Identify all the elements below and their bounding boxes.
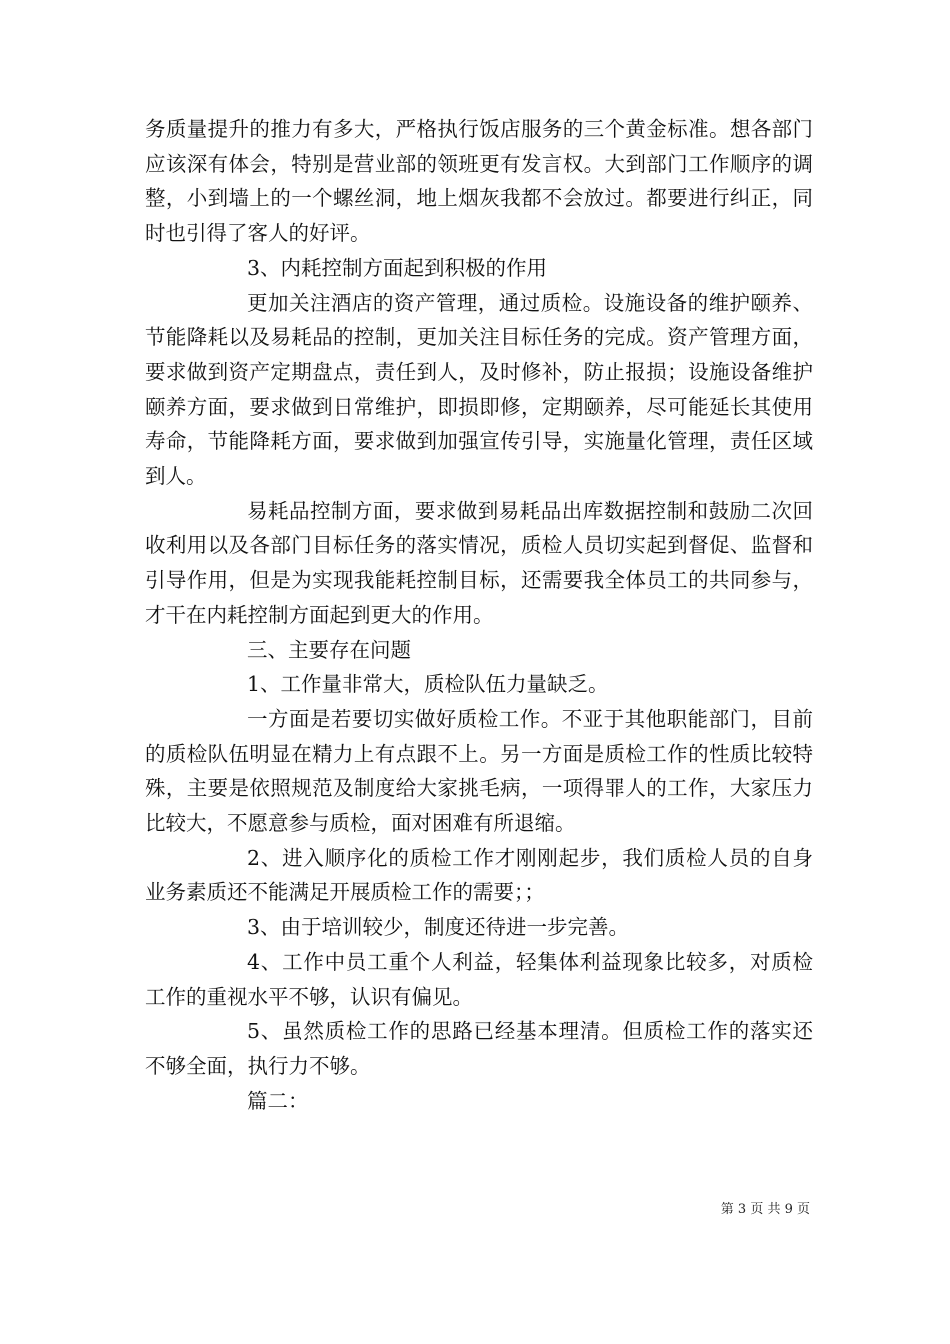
problem-item-3: 3、由于培训较少，制度还待进一步完善。 (247, 915, 630, 940)
paragraph-problem-1-detail: 一方面是若要切实做好质检工作。不亚于其他职能部门，目前的质检队伍明显在精力上有点跟不上。另一方面是质检工作的性质比较特殊，主要是依照规范及制度给大家挑毛病，一项得罪人的工作，大家压力比较大，不愿意参与质检，面对困难有所退缩。 (145, 706, 813, 836)
paragraph-asset-management: 更加关注酒店的资产管理，通过质检。设施设备的维护颐养、节能降耗以及易耗品的控制，更加关注目标任务的完成。资产管理方面，要求做到资产定期盘点，责任到人，及时修补，防止报损；设施设备维护颐养方面，要求做到日常维护，即损即修，定期颐养，尽可能延长其使用寿命，节能降耗方面，要求做到加强宣传引导，实施量化管理，责任区域到人。 (145, 290, 813, 489)
paragraph-continuation: 务质量提升的推力有多大，严格执行饭店服务的三个黄金标准。想各部门应该深有体会，特别是营业部的领班更有发言权。大到部门工作顺序的调整，小到墙上的一个螺丝洞，地上烟灰我都不会放过。都要进行纠正，同时也引得了客人的好评。 (145, 117, 813, 246)
document-body (145, 112, 813, 1118)
page-number-footer: 第 3 页 共 9 页 (720, 1202, 810, 1217)
section-heading-main-problems: 三、主要存在问题 (247, 637, 411, 662)
problem-item-5: 5、虽然质检工作的思路已经基本理清。但质检工作的落实还不够全面，执行力不够。 (145, 1019, 813, 1078)
section-heading-internal-consumption: 3、内耗控制方面起到积极的作用 (247, 255, 548, 280)
paragraph-consumables-control: 易耗品控制方面，要求做到易耗品出库数据控制和鼓励二次回收利用以及各部门目标任务的落实情况，质检人员切实起到督促、监督和引导作用，但是为实现我能耗控制目标，还需要我全体员工的共同参与，才干在内耗控制方面起到更大的作用。 (145, 498, 813, 627)
section-heading-part-two: 篇二： (247, 1088, 309, 1113)
problem-item-1: 1、工作量非常大，质检队伍力量缺乏。 (247, 672, 609, 697)
problem-item-2: 2、进入顺序化的质检工作才刚刚起步，我们质检人员的自身业务素质还不能满足开展质检工作的需要；； (145, 845, 813, 905)
problem-item-4: 4、工作中员工重个人利益，轻集体利益现象比较多，对质检工作的重视水平不够，认识有偏见。 (145, 949, 813, 1009)
